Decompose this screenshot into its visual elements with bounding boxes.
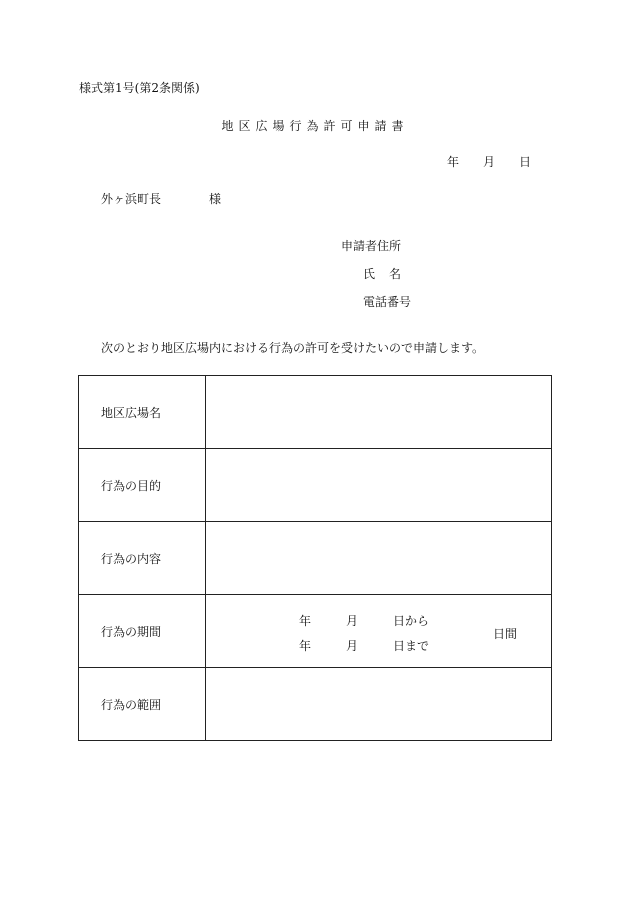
row-label: 行為の内容 xyxy=(79,522,206,595)
application-form-table xyxy=(78,375,552,741)
date-day: 日 xyxy=(519,155,532,169)
period-start-year: 年 xyxy=(299,614,312,628)
plaza-name-field[interactable] xyxy=(206,376,552,449)
purpose-field[interactable] xyxy=(206,449,552,522)
period-start-month: 月 xyxy=(346,614,359,628)
row-label: 行為の期間 xyxy=(79,595,206,668)
table-row xyxy=(79,449,552,522)
table-row xyxy=(79,668,552,741)
period-start-day: 日から xyxy=(393,614,430,628)
date-year: 年 xyxy=(447,155,460,169)
document-title: 地区広場行為許可申請書 xyxy=(221,119,409,133)
applicant-name-label-1: 氏 xyxy=(363,267,376,281)
date-line xyxy=(447,155,531,169)
period-field[interactable] xyxy=(206,595,552,668)
addressee-name: 外ヶ浜町長 xyxy=(101,192,162,206)
row-label: 行為の範囲 xyxy=(79,668,206,741)
addressee xyxy=(101,192,221,206)
content-field[interactable] xyxy=(206,522,552,595)
applicant-name-label-2: 名 xyxy=(389,267,402,281)
applicant-address-label: 申請者住所 xyxy=(341,239,402,253)
date-month: 月 xyxy=(483,155,496,169)
table-row xyxy=(79,522,552,595)
intro-text: 次のとおり地区広場内における行為の許可を受けたいので申請します。 xyxy=(101,341,485,355)
applicant-phone-label: 電話番号 xyxy=(363,295,412,309)
period-end-month: 月 xyxy=(346,639,359,653)
period-end-year: 年 xyxy=(299,639,312,653)
row-label: 地区広場名 xyxy=(79,376,206,449)
table-row xyxy=(79,595,552,668)
table-row xyxy=(79,376,552,449)
scope-field[interactable] xyxy=(206,668,552,741)
form-number: 様式第1号(第2条関係) xyxy=(79,81,200,95)
row-label: 行為の目的 xyxy=(79,449,206,522)
period-end-day: 日まで xyxy=(393,639,430,653)
period-days-suffix: 日間 xyxy=(493,627,518,641)
addressee-honorific: 様 xyxy=(209,192,222,206)
applicant-name-label xyxy=(363,267,401,281)
